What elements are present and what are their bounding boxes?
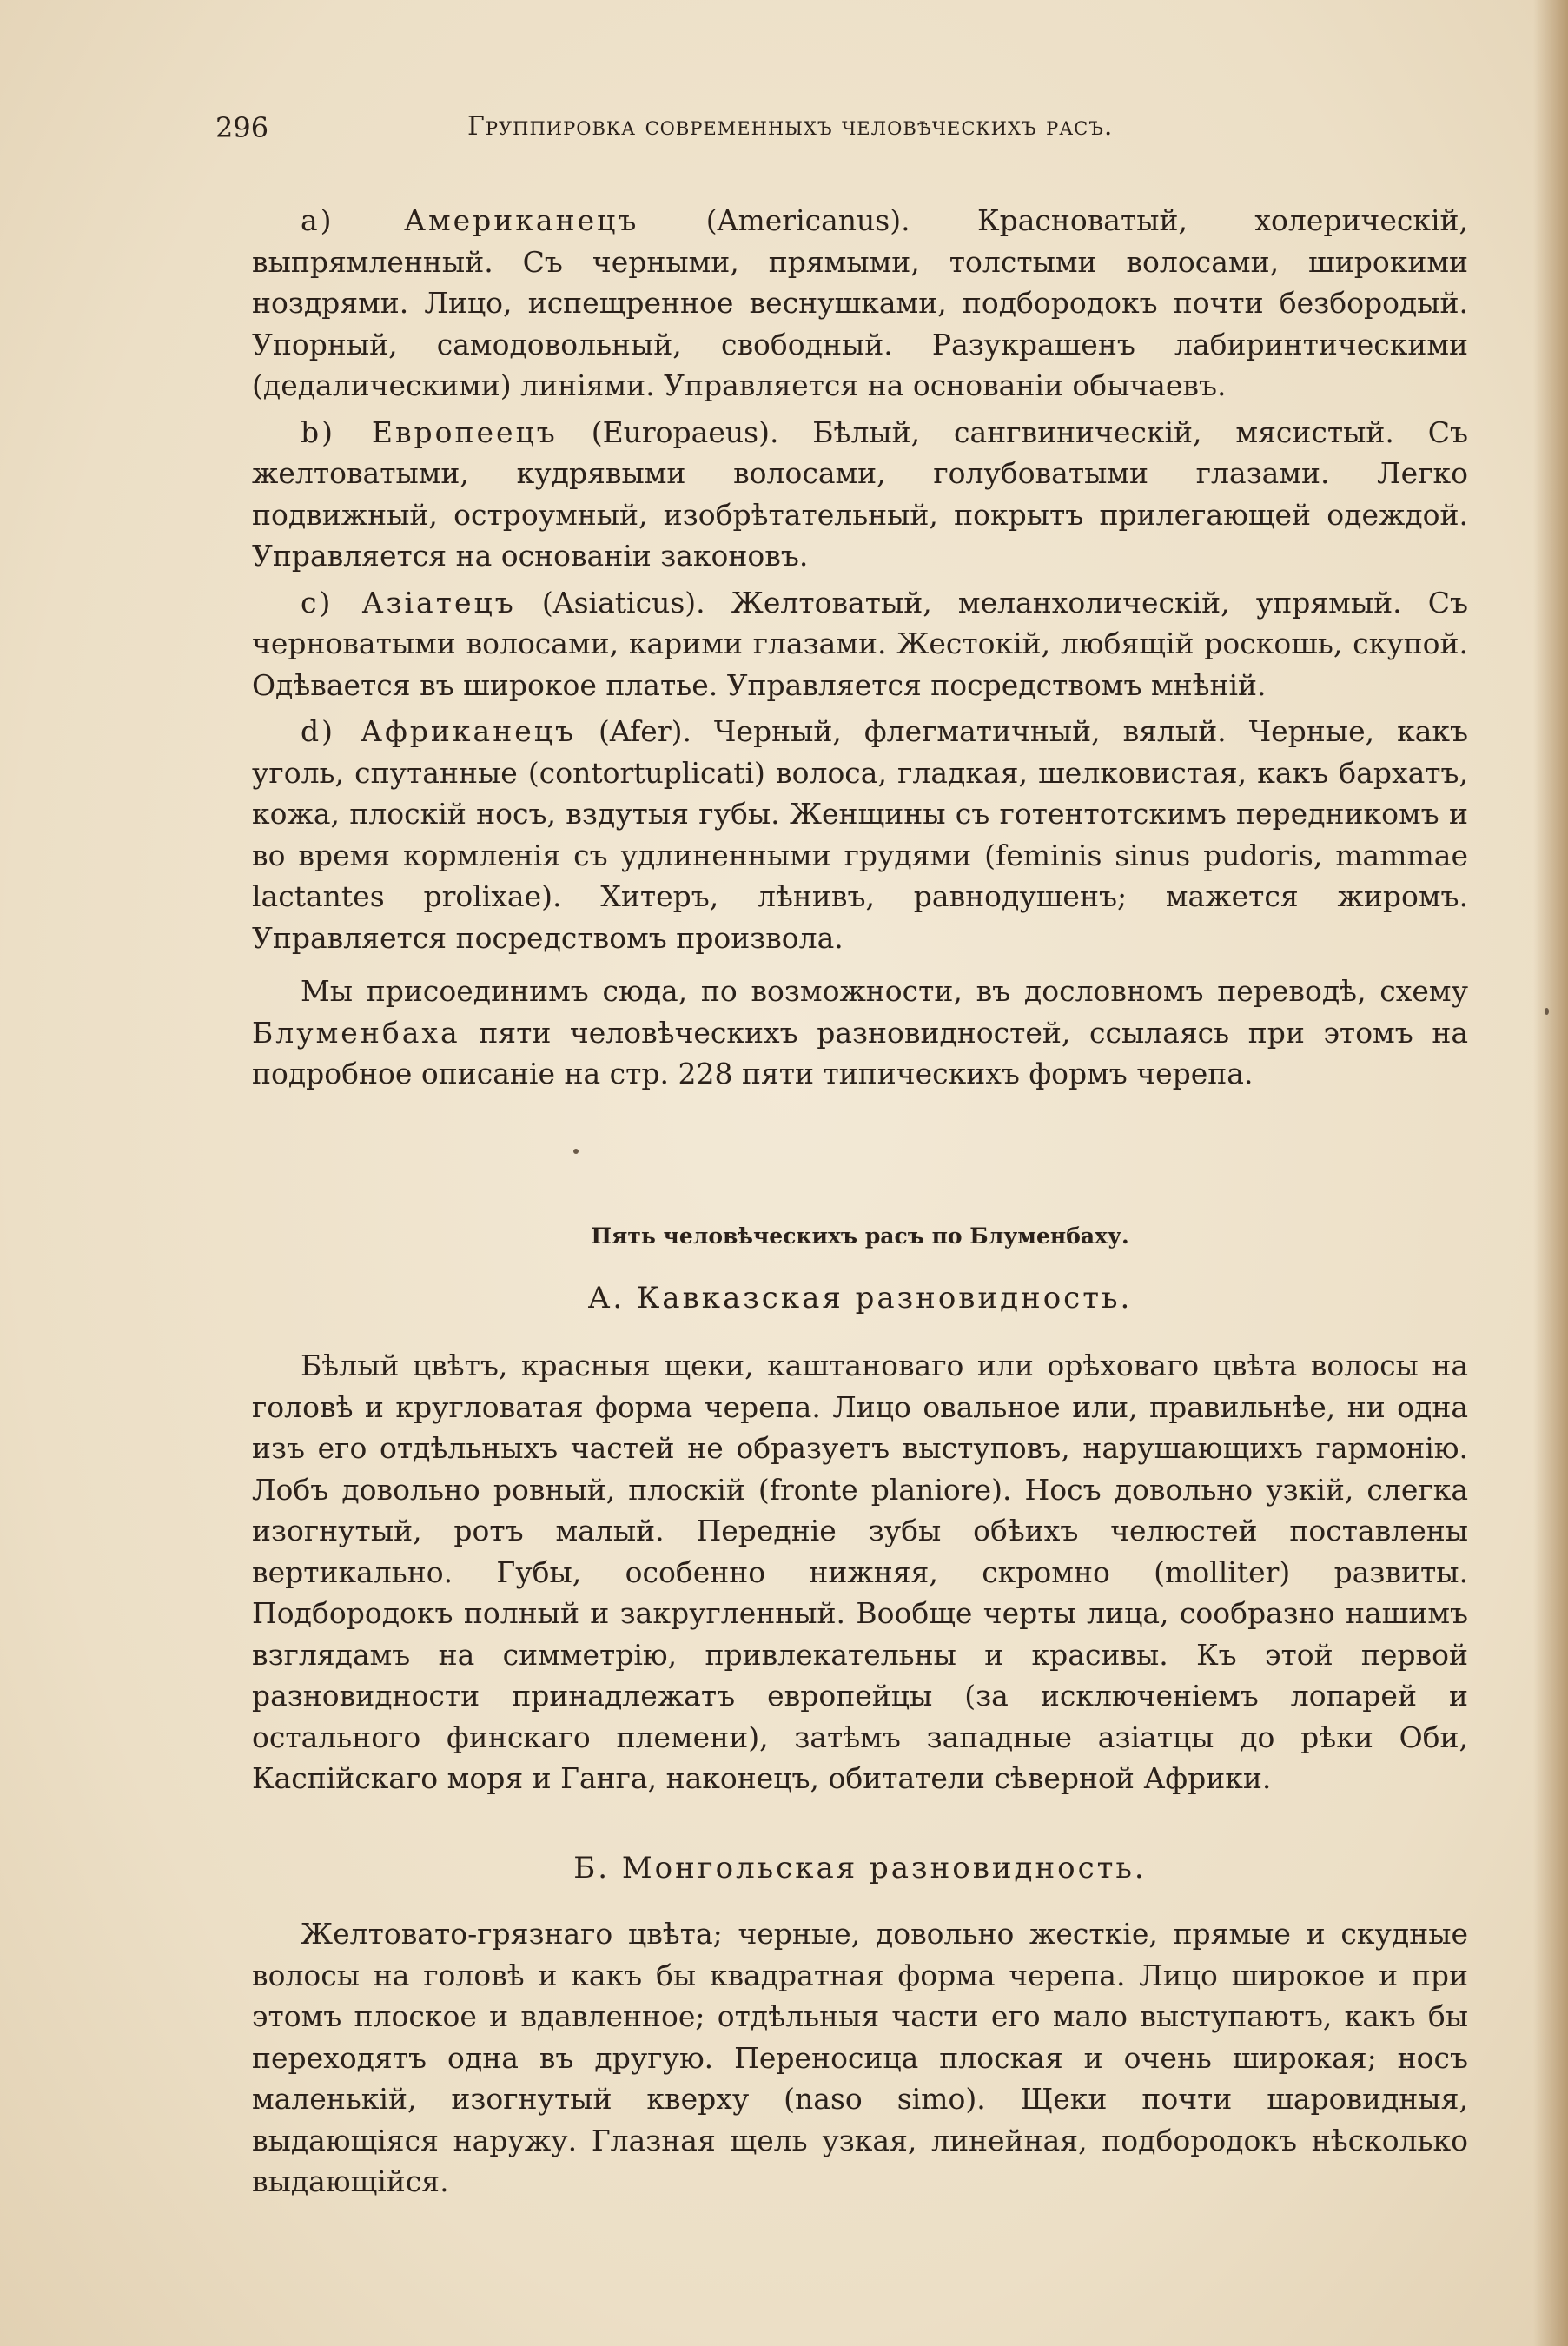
caucasian-section xyxy=(252,1345,1468,1799)
race-entry-asiaticus xyxy=(252,582,1468,706)
mongolian-heading: Б. Монгольская разновидность. xyxy=(573,1851,1147,1885)
caucasian-paragraph: Бѣлый цвѣтъ, красныя щеки, каштановаго или орѣховаго цвѣта волосы на головѣ и кругловатая форма черепа. Лицо овальное или, правильнѣе, ни одна изъ его отдѣльныхъ частей не образуетъ выступовъ, нарушающихъ гармонію. Лобъ довольно ровный, плоскій (fronte planiore). Носъ довольно узкій, слегка изогнутый, ротъ малый. Передніе зубы обѣихъ челюстей поставлены вертикально. Губы, особенно нижняя, скромно (molliter) развиты. Подбородокъ полный и закругленный. Вообще черты лица, сообразно нашимъ взглядамъ на симметрію, привлекательны и красивы. Къ этой первой разновидности принадлежатъ европейцы (за исключеніемъ лопарей и остального финскаго племени), затѣмъ западные азіатцы до рѣки Оби, Каспійскаго моря и Ганга, наконецъ, обитатели сѣверной Африки. xyxy=(252,1349,1468,1795)
running-head xyxy=(215,111,1249,153)
race-entry-americanus xyxy=(252,200,1468,407)
intro-after: пяти человѣческихъ разновидностей, ссылаясь при этомъ на подробное описаніе на стр. 228 пяти типическихъ формъ черепа. xyxy=(252,1015,1468,1090)
intro-name: Блуменбаха xyxy=(252,1015,460,1050)
section-title: Пять человѣческихъ расъ по Блуменбаху. xyxy=(591,1223,1129,1249)
race-description: (Americanus). Красноватый, холерическій, выпрямленный. Съ черными, прямыми, толстыми волосами, широкими ноздрями. Лицо, испещренное веснушками, подбородокъ почти безбородый. Упорный, самодовольный, свободный. Разукрашенъ лабиринтическими (дедалическими) линіями. Управляется на основаніи обычаевъ. xyxy=(252,203,1469,402)
linnaeus-races xyxy=(252,200,1468,1095)
race-description: (Afer). Черный, флегматичный, вялый. Черные, какъ уголь, спутанные (contortuplicati) волоса, гладкая, шелковистая, какъ бархатъ, кожа, плоскій носъ, вздутыя губы. Женщины съ готентотскимъ передникомъ и во время кормленія съ удлиненными грудями (feminis sinus pudoris, mammae lactantes prolixae). Хитеръ, лѣнивъ, равнодушенъ; мажется жиромъ. Управляется посредствомъ произвола. xyxy=(252,714,1468,955)
race-label: a) Американецъ xyxy=(301,203,639,237)
caucasian-heading: А. Кавказская разновидность. xyxy=(587,1281,1133,1315)
race-entry-europaeus xyxy=(252,412,1468,577)
paper-speck xyxy=(573,1149,579,1154)
mongolian-section xyxy=(252,1913,1468,2203)
page-number: 296 xyxy=(215,111,269,144)
page-edge-shadow xyxy=(1533,0,1568,2346)
mongolian-paragraph: Желтовато-грязнаго цвѣта; черные, довольно жесткіе, прямые и скудные волосы на головѣ и какъ бы квадратная форма черепа. Лицо широкое и при этомъ плоское и вдавленное; отдѣльныя части его мало выступаютъ, какъ бы переходятъ одна въ другую. Переносица плоская и очень широкая; носъ маленькій, изогнутый кверху (naso simo). Щеки почти шаровидныя, выдающіяся наружу. Глазная щель узкая, линейная, подбородокъ нѣсколько выдающійся. xyxy=(252,1917,1468,2198)
race-entry-afer xyxy=(252,711,1468,958)
race-label: d) Африканецъ xyxy=(301,714,576,748)
race-description: (Europaeus). Бѣлый, сангвиническій, мясистый. Съ желтоватыми, кудрявыми волосами, голубоватыми глазами. Легко подвижный, остроумный, изобрѣтательный, покрытъ прилегающей одеждой. Управляется на основаніи законовъ. xyxy=(252,414,1468,573)
race-label: c) Азіатецъ xyxy=(301,585,516,620)
race-description: (Asiaticus). Желтоватый, меланхолическій, упрямый. Съ черноватыми волосами, карими глазами. Жестокій, любящій роскошь, скупой. Одѣвается въ широкое платье. Управляется посредствомъ мнѣній. xyxy=(252,585,1468,702)
race-label: b) Европеецъ xyxy=(301,414,558,449)
paper-speck xyxy=(1545,1008,1549,1015)
running-title: Группировка современныхъ человѣческихъ расъ. xyxy=(467,111,1114,142)
intro-paragraph xyxy=(252,971,1468,1095)
intro-before: Мы присоединимъ сюда, по возможности, въ дословномъ переводѣ, схему xyxy=(301,974,1468,1008)
